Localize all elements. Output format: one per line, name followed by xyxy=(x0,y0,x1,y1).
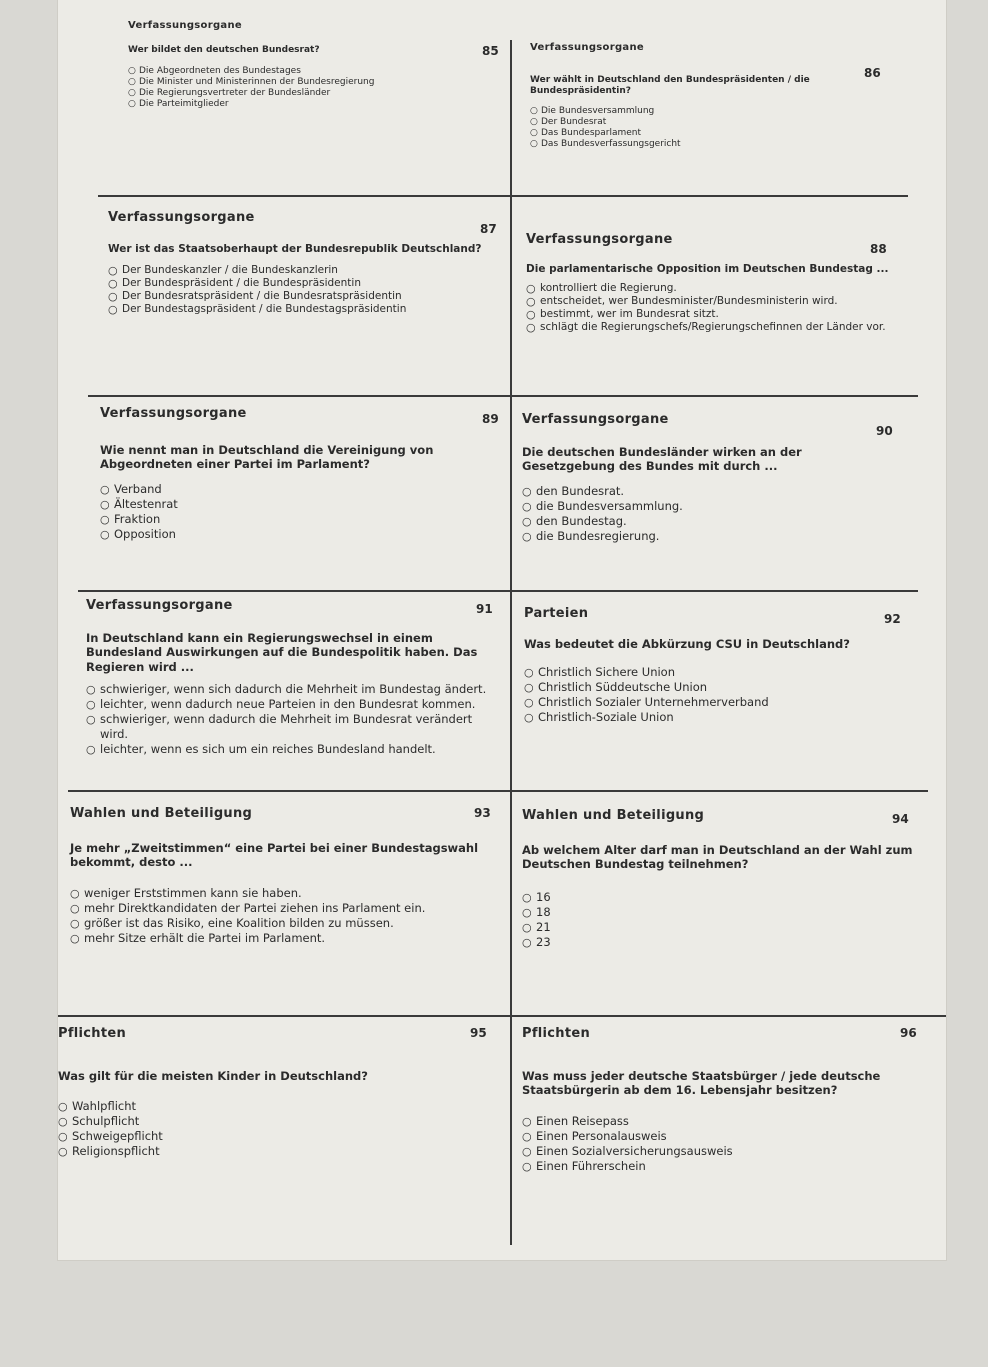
card-question: Wie nennt man in Deutschland die Vereinigung von Abgeordneten einer Partei im Parlament? xyxy=(100,443,434,472)
answer-option[interactable]: ○ leichter, wenn es sich um ein reiches Bundesland handelt. xyxy=(86,742,436,757)
radio-circle-icon: ○ xyxy=(524,681,534,695)
question-card-90 xyxy=(514,406,904,550)
radio-circle-icon: ○ xyxy=(86,683,96,697)
card-number: 86 xyxy=(864,66,881,80)
radio-circle-icon: ○ xyxy=(522,1159,532,1173)
answer-option[interactable]: ○ schwieriger, wenn dadurch die Mehrheit im Bundesrat verändert wird. xyxy=(86,712,473,742)
answer-option[interactable]: ○ Die Bundesversammlung xyxy=(530,105,655,116)
answer-option[interactable]: ○ Einen Sozialversicherungsausweis xyxy=(522,1143,733,1158)
answer-options xyxy=(128,66,502,110)
answer-option[interactable]: ○ die Bundesregierung. xyxy=(522,528,660,543)
answer-option[interactable]: ○ Christlich Sichere Union xyxy=(524,665,676,680)
radio-circle-icon: ○ xyxy=(86,713,96,727)
radio-circle-icon: ○ xyxy=(58,1100,68,1114)
radio-circle-icon: ○ xyxy=(108,264,118,278)
question-card-94 xyxy=(514,802,924,956)
card-category: Pflichten xyxy=(522,1026,591,1041)
answer-options xyxy=(522,484,896,544)
answer-options xyxy=(522,1114,926,1174)
card-number: 91 xyxy=(476,602,493,616)
radio-circle-icon: ○ xyxy=(100,527,110,541)
card-question: Die deutschen Bundesländer wirken an der Gesetzgebung des Bundes mit durch ... xyxy=(522,445,802,474)
card-number: 88 xyxy=(870,242,887,256)
radio-circle-icon: ○ xyxy=(86,743,96,757)
answer-option[interactable]: ○ Der Bundesratspräsident / die Bundesratspräsidentin xyxy=(108,290,402,304)
answer-options xyxy=(70,886,498,946)
radio-circle-icon: ○ xyxy=(526,321,536,335)
card-category: Wahlen und Beteiligung xyxy=(522,808,705,823)
answer-option[interactable]: ○ schlägt die Regierungschefs/Regierungschefinnen der Länder vor. xyxy=(526,321,886,335)
answer-option[interactable]: ○ Religionspflicht xyxy=(58,1144,160,1159)
answer-option[interactable]: ○ Fraktion xyxy=(100,511,161,526)
card-number: 90 xyxy=(876,424,893,438)
radio-circle-icon: ○ xyxy=(70,886,80,900)
answer-options xyxy=(530,106,884,150)
answer-options xyxy=(524,665,908,725)
radio-circle-icon: ○ xyxy=(526,308,536,322)
radio-circle-icon: ○ xyxy=(522,905,532,919)
radio-circle-icon: ○ xyxy=(530,127,538,138)
answer-option[interactable]: ○ entscheidet, wer Bundesminister/Bundesministerin wird. xyxy=(526,295,838,309)
radio-circle-icon: ○ xyxy=(522,514,532,528)
answer-option[interactable]: ○ Der Bundestagspräsident / die Bundestagspräsidentin xyxy=(108,303,407,317)
question-card-96 xyxy=(514,1020,934,1180)
answer-option[interactable]: ○ Der Bundeskanzler / die Bundeskanzlerin xyxy=(108,264,338,278)
answer-option[interactable]: ○ Die Abgeordneten des Bundestages xyxy=(128,66,301,77)
card-question: Ab welchem Alter darf man in Deutschland an der Wahl zum Deutschen Bundestag teilnehmen? xyxy=(522,843,913,872)
answer-option[interactable]: ○ Ältestenrat xyxy=(100,496,178,511)
answer-option[interactable]: ○ kontrolliert die Regierung. xyxy=(526,282,677,296)
column-divider xyxy=(510,40,512,1245)
answer-option[interactable]: ○ Die Parteimitglieder xyxy=(128,99,229,110)
answer-option[interactable]: ○ die Bundesversammlung. xyxy=(522,498,683,513)
answer-option[interactable]: ○ Die Regierungsvertreter der Bundesländer xyxy=(128,88,331,99)
radio-circle-icon: ○ xyxy=(522,529,532,543)
radio-circle-icon: ○ xyxy=(524,666,534,680)
card-category: Verfassungsorgane xyxy=(100,406,247,421)
radio-circle-icon: ○ xyxy=(58,1115,68,1129)
question-card-87 xyxy=(100,204,510,322)
radio-circle-icon: ○ xyxy=(100,482,110,496)
radio-circle-icon: ○ xyxy=(530,116,538,127)
radio-circle-icon: ○ xyxy=(522,1144,532,1158)
answer-option[interactable]: ○ Christlich Süddeutsche Union xyxy=(524,680,708,695)
card-question: Wer wählt in Deutschland den Bundespräsidenten / die Bundespräsidentin? xyxy=(530,75,810,97)
radio-circle-icon: ○ xyxy=(100,497,110,511)
radio-circle-icon: ○ xyxy=(58,1145,68,1159)
card-question: Die parlamentarische Opposition im Deutschen Bundestag ... xyxy=(526,263,889,275)
row-divider xyxy=(88,395,918,397)
radio-circle-icon: ○ xyxy=(128,66,136,77)
card-question: Was muss jeder deutsche Staatsbürger / jede deutsche Staatsbürgerin ab dem 16. Lebensjahr besitzen? xyxy=(522,1069,881,1098)
radio-circle-icon: ○ xyxy=(522,935,532,949)
card-category: Verfassungsorgane xyxy=(86,598,233,613)
answer-option[interactable]: ○ Das Bundesverfassungsgericht xyxy=(530,138,681,149)
radio-circle-icon: ○ xyxy=(128,77,136,88)
answer-option[interactable]: ○ mehr Direktkandidaten der Partei ziehen ins Parlament ein. xyxy=(70,900,426,915)
answer-option[interactable]: ○ mehr Sitze erhält die Partei im Parlament. xyxy=(70,930,326,945)
answer-option[interactable]: ○ Verband xyxy=(100,481,162,496)
question-card-93 xyxy=(62,800,506,952)
question-card-88 xyxy=(518,226,898,340)
card-question: Wer ist das Staatsoberhaupt der Bundesrepublik Deutschland? xyxy=(108,243,482,255)
row-divider xyxy=(98,195,908,197)
radio-circle-icon: ○ xyxy=(526,282,536,296)
answer-option[interactable]: ○ Einen Personalausweis xyxy=(522,1128,667,1143)
answer-options xyxy=(58,1099,498,1159)
card-category: Verfassungsorgane xyxy=(108,210,255,225)
answer-options xyxy=(526,282,890,334)
radio-circle-icon: ○ xyxy=(108,303,118,317)
radio-circle-icon: ○ xyxy=(70,901,80,915)
answer-option[interactable]: ○ Einen Reisepass xyxy=(522,1113,629,1128)
row-divider xyxy=(58,1015,946,1017)
answer-option[interactable]: ○ Der Bundespräsident / die Bundespräsidentin xyxy=(108,277,361,291)
radio-circle-icon: ○ xyxy=(522,920,532,934)
answer-option[interactable]: ○ 16 xyxy=(522,889,551,904)
answer-option[interactable]: ○ bestimmt, wer im Bundesrat sitzt. xyxy=(526,308,719,322)
answer-option[interactable]: ○ Wahlpflicht xyxy=(58,1099,137,1114)
card-number: 87 xyxy=(480,222,497,236)
radio-circle-icon: ○ xyxy=(524,696,534,710)
question-card-85 xyxy=(120,14,510,116)
radio-circle-icon: ○ xyxy=(108,277,118,291)
radio-circle-icon: ○ xyxy=(530,105,538,116)
answer-options xyxy=(100,482,504,542)
answer-option[interactable]: ○ 23 xyxy=(522,934,551,949)
answer-option[interactable]: ○ den Bundestag. xyxy=(522,513,627,528)
answer-options xyxy=(86,682,500,757)
radio-circle-icon: ○ xyxy=(128,99,136,110)
radio-circle-icon: ○ xyxy=(526,295,536,309)
answer-option[interactable]: ○ Das Bundesparlament xyxy=(530,127,641,138)
question-card-86 xyxy=(522,36,892,156)
answer-option[interactable]: ○ Opposition xyxy=(100,526,176,541)
card-category: Verfassungsorgane xyxy=(522,412,669,427)
card-number: 89 xyxy=(482,412,499,426)
answer-option[interactable]: ○ Der Bundesrat xyxy=(530,116,607,127)
radio-circle-icon: ○ xyxy=(70,931,80,945)
answer-option[interactable]: ○ den Bundesrat. xyxy=(522,483,625,498)
answer-option[interactable]: ○ Christlich Sozialer Unternehmerverband xyxy=(524,695,769,710)
answer-option[interactable]: ○ Schulpflicht xyxy=(58,1114,140,1129)
answer-options xyxy=(522,890,916,950)
radio-circle-icon: ○ xyxy=(522,890,532,904)
card-question: Wer bildet den deutschen Bundesrat? xyxy=(128,45,320,55)
radio-circle-icon: ○ xyxy=(128,88,136,99)
radio-circle-icon: ○ xyxy=(70,916,80,930)
answer-option[interactable]: ○ größer ist das Risiko, eine Koalition bilden zu müssen. xyxy=(70,915,394,930)
radio-circle-icon: ○ xyxy=(522,499,532,513)
answer-option[interactable]: ○ Christlich-Soziale Union xyxy=(524,710,674,725)
answer-option[interactable]: ○ leichter, wenn dadurch neue Parteien in den Bundesrat kommen. xyxy=(86,697,476,712)
card-number: 95 xyxy=(470,1026,487,1040)
radio-circle-icon: ○ xyxy=(524,711,534,725)
answer-option[interactable]: ○ weniger Erststimmen kann sie haben. xyxy=(70,885,302,900)
card-question: Was gilt für die meisten Kinder in Deutschland? xyxy=(58,1069,368,1083)
radio-circle-icon: ○ xyxy=(108,290,118,304)
card-number: 94 xyxy=(892,812,909,826)
card-question: Was bedeutet die Abkürzung CSU in Deutschland? xyxy=(524,637,850,651)
radio-circle-icon: ○ xyxy=(522,1129,532,1143)
question-card-91 xyxy=(78,592,508,763)
radio-circle-icon: ○ xyxy=(86,698,96,712)
card-category: Verfassungsorgane xyxy=(526,232,673,247)
radio-circle-icon: ○ xyxy=(58,1130,68,1144)
question-card-89 xyxy=(92,400,512,548)
answer-option[interactable]: ○ schwieriger, wenn sich dadurch die Mehrheit im Bundestag ändert. xyxy=(86,682,487,697)
card-category: Parteien xyxy=(524,606,589,621)
radio-circle-icon: ○ xyxy=(522,484,532,498)
answer-options xyxy=(108,264,502,316)
card-number: 85 xyxy=(482,44,499,58)
card-number: 92 xyxy=(884,612,901,626)
answer-option[interactable]: ○ Die Minister und Ministerinnen der Bundesregierung xyxy=(128,77,375,88)
row-divider xyxy=(68,790,928,792)
radio-circle-icon: ○ xyxy=(530,138,538,149)
card-category: Verfassungsorgane xyxy=(128,20,242,31)
card-question: Je mehr „Zweitstimmen“ eine Partei bei einer Bundestagswahl bekommt, desto ... xyxy=(70,841,479,870)
card-category: Wahlen und Beteiligung xyxy=(70,806,253,821)
answer-option[interactable]: ○ Schweigepflicht xyxy=(58,1129,163,1144)
answer-option[interactable]: ○ 18 xyxy=(522,904,551,919)
radio-circle-icon: ○ xyxy=(100,512,110,526)
answer-option[interactable]: ○ 21 xyxy=(522,919,551,934)
answer-option[interactable]: ○ Einen Führerschein xyxy=(522,1158,646,1173)
card-question: In Deutschland kann ein Regierungswechsel in einem Bundesland Auswirkungen auf die Bundespolitik haben. Das Regieren wird ... xyxy=(86,631,478,674)
card-number: 96 xyxy=(900,1026,917,1040)
card-number: 93 xyxy=(474,806,491,820)
question-card-95 xyxy=(50,1020,506,1165)
radio-circle-icon: ○ xyxy=(522,1114,532,1128)
card-category: Verfassungsorgane xyxy=(530,42,644,53)
card-category: Pflichten xyxy=(58,1026,127,1041)
question-card-92 xyxy=(516,600,916,731)
